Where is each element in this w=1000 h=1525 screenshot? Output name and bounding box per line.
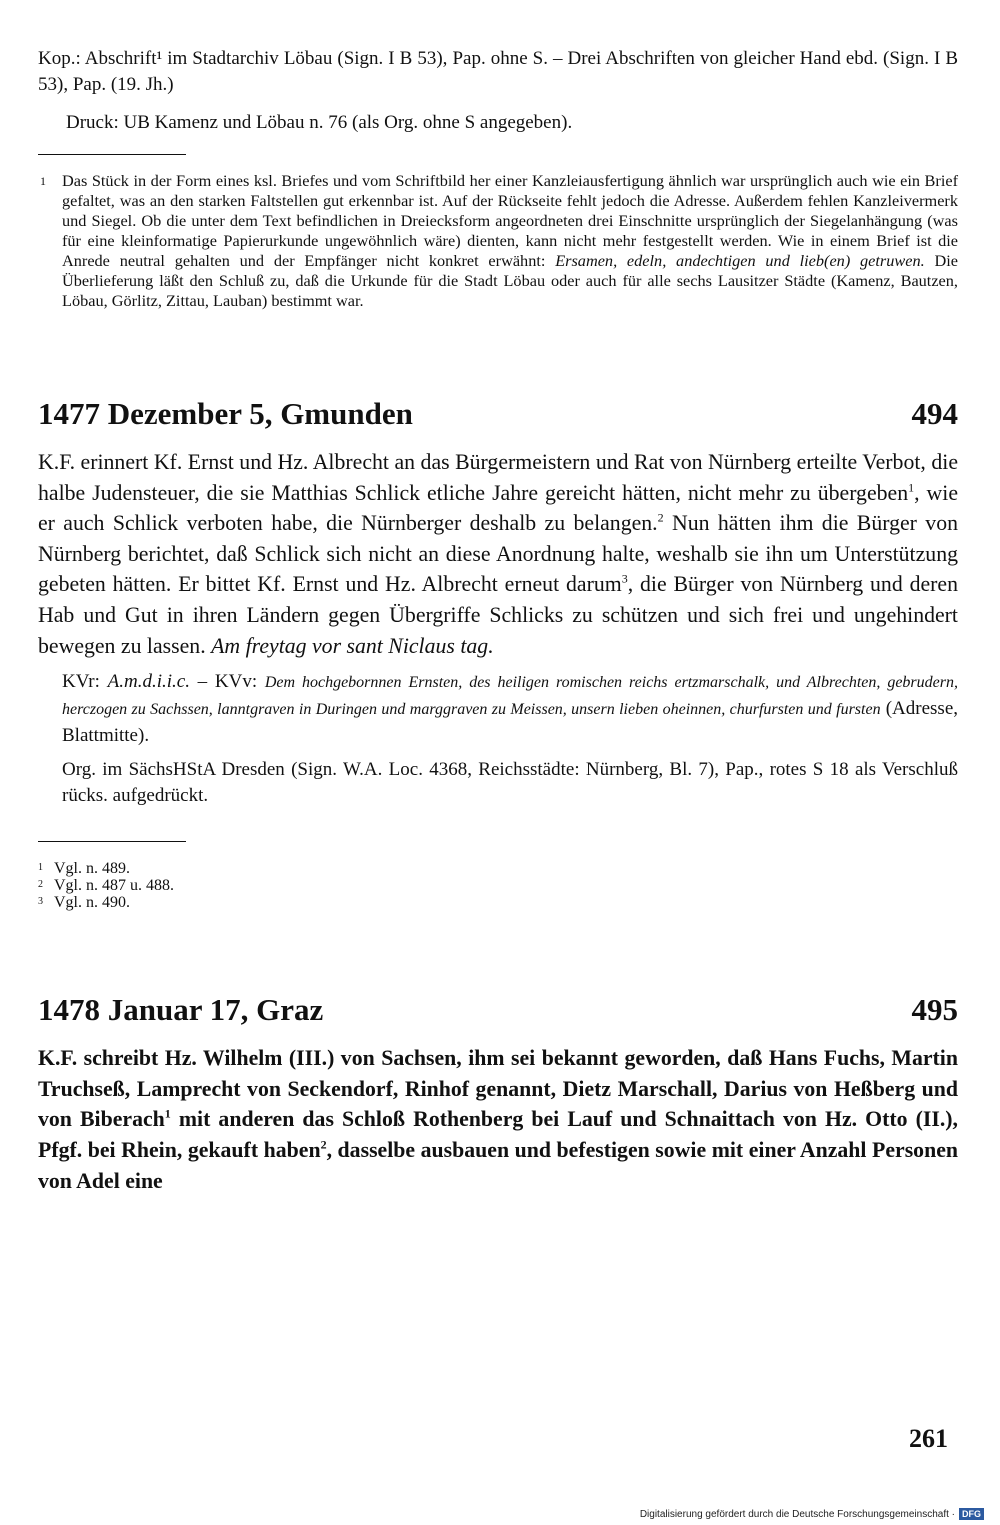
regest-text: K.F. schreibt Hz. Wilhelm (III.) von Sachsen, ihm sei bekannt geworden, daß Hans Fuchs, Martin Truchseß, Lamprecht von Seckendorf, Rinhof genannt, Dietz Marschall, Darius von Heßberg und von Biberach$^1$ mit anderen das Schloß Rothenberg bei Lauf und Schnaittach von Hz. Otto (II.), Pfgf. bei Rhein, gekauft haben$^2$, dasselbe ausbauen und befestigen sowie mit einer Anzahl Personen von Adel eine [38,1046,958,1193]
entry-number: 495 [911,992,958,1028]
kopie-note: Kop.: Abschrift¹ im Stadtarchiv Löbau (Sign. I B 53), Pap. ohne S. – Drei Abschriften von gleicher Hand ebd. (Sign. I B 53), Pap. (19. Jh.) [38,48,958,95]
footnote-list [38,860,958,911]
entry-number: 494 [911,396,958,431]
footnote-item: 2 Vgl. n. 487 u. 488. [38,877,174,895]
kanzleivermerk: KVr: A.m.d.i.i.c. – KVv: Dem hochgebornnen Ernsten, des heiligen romischen reichs ertzmarschalk, und Albrechten, gebrudern, herczogen zu Sachssen, lanntgraven in Duringen und marggraven zu Meissen, unsern lieben oheinnen, churfursten und fursten (Adresse, Blattmitte). [62,671,959,747]
footnote-number: 1 [40,174,46,188]
entry-date-place: 1478 Januar 17, Graz [38,992,324,1028]
entry-heading [38,397,958,431]
entry-date-place: 1477 Dezember 5, Gmunden [38,396,413,431]
druck-note: Druck: UB Kamenz und Löbau n. 76 (als Org. ohne S angegeben). [66,112,573,133]
page-number: 261 [909,1424,948,1453]
dfg-logo: DFG [959,1508,984,1520]
footnote-item: 1 Vgl. n. 489. [38,860,130,878]
original-note: Org. im SächsHStA Dresden (Sign. W.A. Loc. 4368, Reichsstädte: Nürnberg, Bl. 7), Pap., rotes S 18 als Verschluß rücks. aufgedrückt. [62,759,958,807]
footnote-divider [38,154,186,155]
footnote-1: 1 Das Stück in der Form eines ksl. Briefes und vom Schriftbild her einer Kanzleiausfertigung ähnlich war ursprünglich auch wie ein Brief gefaltet, was an den starken Faltstellen gut erkennbar ist. Auf der Rückseite fehlt jedoch die Adresse. Außerdem fehlen Kanzleivermerk und Siegel. Ob die unter dem Text befindlichen in Dreiecksform angeordneten drei Einschnitte ursprünglich der Siegelanhängung (was für eine kleinformatige Papierurkunde ungewöhnlich wäre) dienten, kann nicht mehr festgestellt werden. Wie in einem Brief ist die Anrede neutral gehalten und der Empfänger nicht konkret erwähnt: Ersamen, edeln, andechtigen und lieb(en) getruwen. Die Überlieferung läßt den Schluß zu, daß die Urkunde für die Stadt Löbau oder auch für alle sechs Lausitzer Städte (Kamenz, Bautzen, Löbau, Görlitz, Zittau, Lauban) bestimmt war. [40,171,959,310]
digitization-credit: Digitalisierung gefördert durch die Deutsche Forschungsgemeinschaft · DFG [640,1508,984,1520]
entry-heading [38,993,958,1027]
document-page [38,36,958,1196]
regest-text: K.F. erinnert Kf. Ernst und Hz. Albrecht an das Bürgermeistern und Rat von Nürnberg erteilte Verbot, die halbe Judensteuer, die sie Matthias Schlick etliche Jahre gereicht hätten, nicht mehr zu übergeben$^1$, wie er auch Schlick verboten habe, die Nürnberger deshalb zu belangen.$^2$ Nun hätten ihm die Bürger von Nürnberg berichtet, daß Schlick sich nicht an diese Anordnung halte, weshalb sie ihn um Unterstützung gebeten hätten. Er bittet Kf. Ernst und Hz. Albrecht erneut darum$^3$, die Bürger von Nürnberg und deren Hab und Gut in ihren Ländern gegen Übergriffe Schlicks zu schützen und sich frei und ungehindert bewegen zu lassen. Am freytag vor sant Niclaus tag. [38,450,959,658]
footnote-item: 3 Vgl. n. 490. [38,894,130,912]
footnote-divider [38,841,186,842]
date-clause: Am freytag vor sant Niclaus tag. [211,633,494,658]
